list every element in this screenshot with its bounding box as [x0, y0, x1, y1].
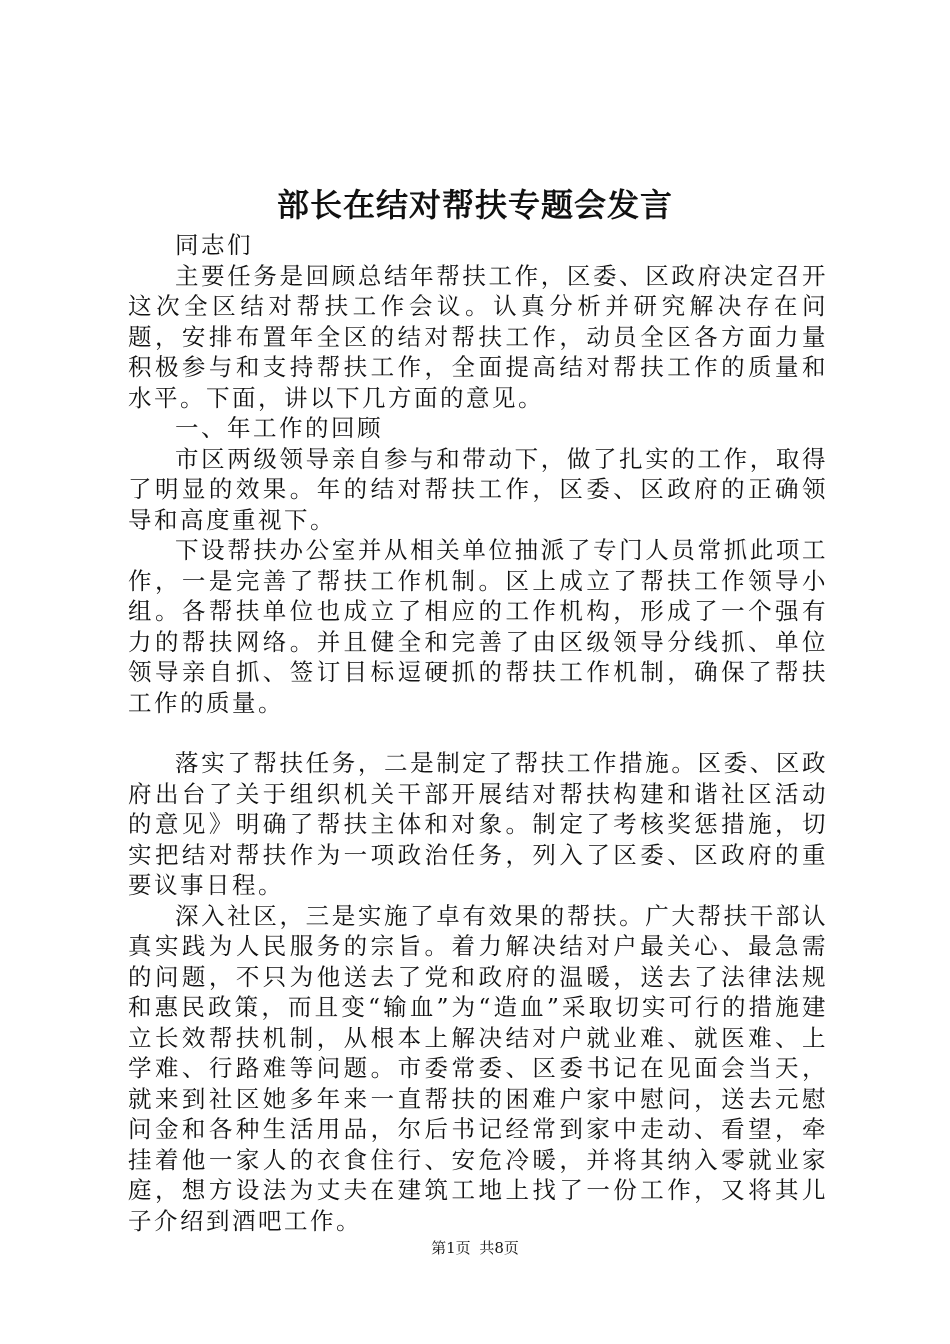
section-heading: 一、年工作的回顾: [175, 414, 383, 442]
body-paragraph: 深入社区，三是实施了卓有效果的帮扶。广大帮扶干部认真实践为人民服务的宗旨。着力解决结对户最关心、最急需的问题，不只为他送去了党和政府的温暖，送去了法律法规和惠民政策，而且变“输血”为“造血”采取切实可行的措施建立长效帮扶机制，从根本上解决结对户就业难、就医难、上学难、行路难等问题。市委常委、区委书记在见面会当天，就来到社区她多年来一直帮扶的困难户家中慰问，送去元慰问金和各种生活用品，尔后书记经常到家中走动、看望，牵挂着他一家人的衣食住行、安危冷暖，并将其纳入零就业家庭，想方设法为丈夫在建筑工地上找了一份工作，又将其儿子介绍到酒吧工作。: [128, 901, 828, 1235]
body-paragraph: 市区两级领导亲自参与和带动下，做了扎实的工作，取得了明显的效果。年的结对帮扶工作，区委、区政府的正确领导和高度重视下。: [128, 444, 828, 534]
salutation-paragraph: 同志们: [175, 231, 253, 259]
body-paragraph: 下设帮扶办公室并从相关单位抽派了专门人员常抓此项工作，一是完善了帮扶工作机制。区上成立了帮扶工作领导小组。各帮扶单位也成立了相应的工作机构，形成了一个强有力的帮扶网络。并且健全和完善了由区级领导分线抓、单位领导亲自抓、签订目标逗硬抓的帮扶工作机制，确保了帮扶工作的质量。: [128, 536, 828, 717]
page-footer: 第1页 共8页: [431, 1239, 519, 1257]
document-body: [128, 230, 828, 1236]
body-paragraph: 落实了帮扶任务，二是制定了帮扶工作措施。区委、区政府出台了关于组织机关干部开展结对帮扶构建和谐社区活动的意见》明确了帮扶主体和对象。制定了考核奖惩措施，切实把结对帮扶作为一项政治任务，列入了区委、区政府的重要议事日程。: [128, 749, 828, 899]
body-paragraph: 主要任务是回顾总结年帮扶工作，区委、区政府决定召开这次全区结对帮扶工作会议。认真分析并研究解决存在问题，安排布置年全区的结对帮扶工作，动员全区各方面力量积极参与和支持帮扶工作，全面提高结对帮扶工作的质量和水平。下面，讲以下几方面的意见。: [128, 261, 828, 412]
document-title: 部长在结对帮扶专题会发言: [276, 186, 673, 224]
